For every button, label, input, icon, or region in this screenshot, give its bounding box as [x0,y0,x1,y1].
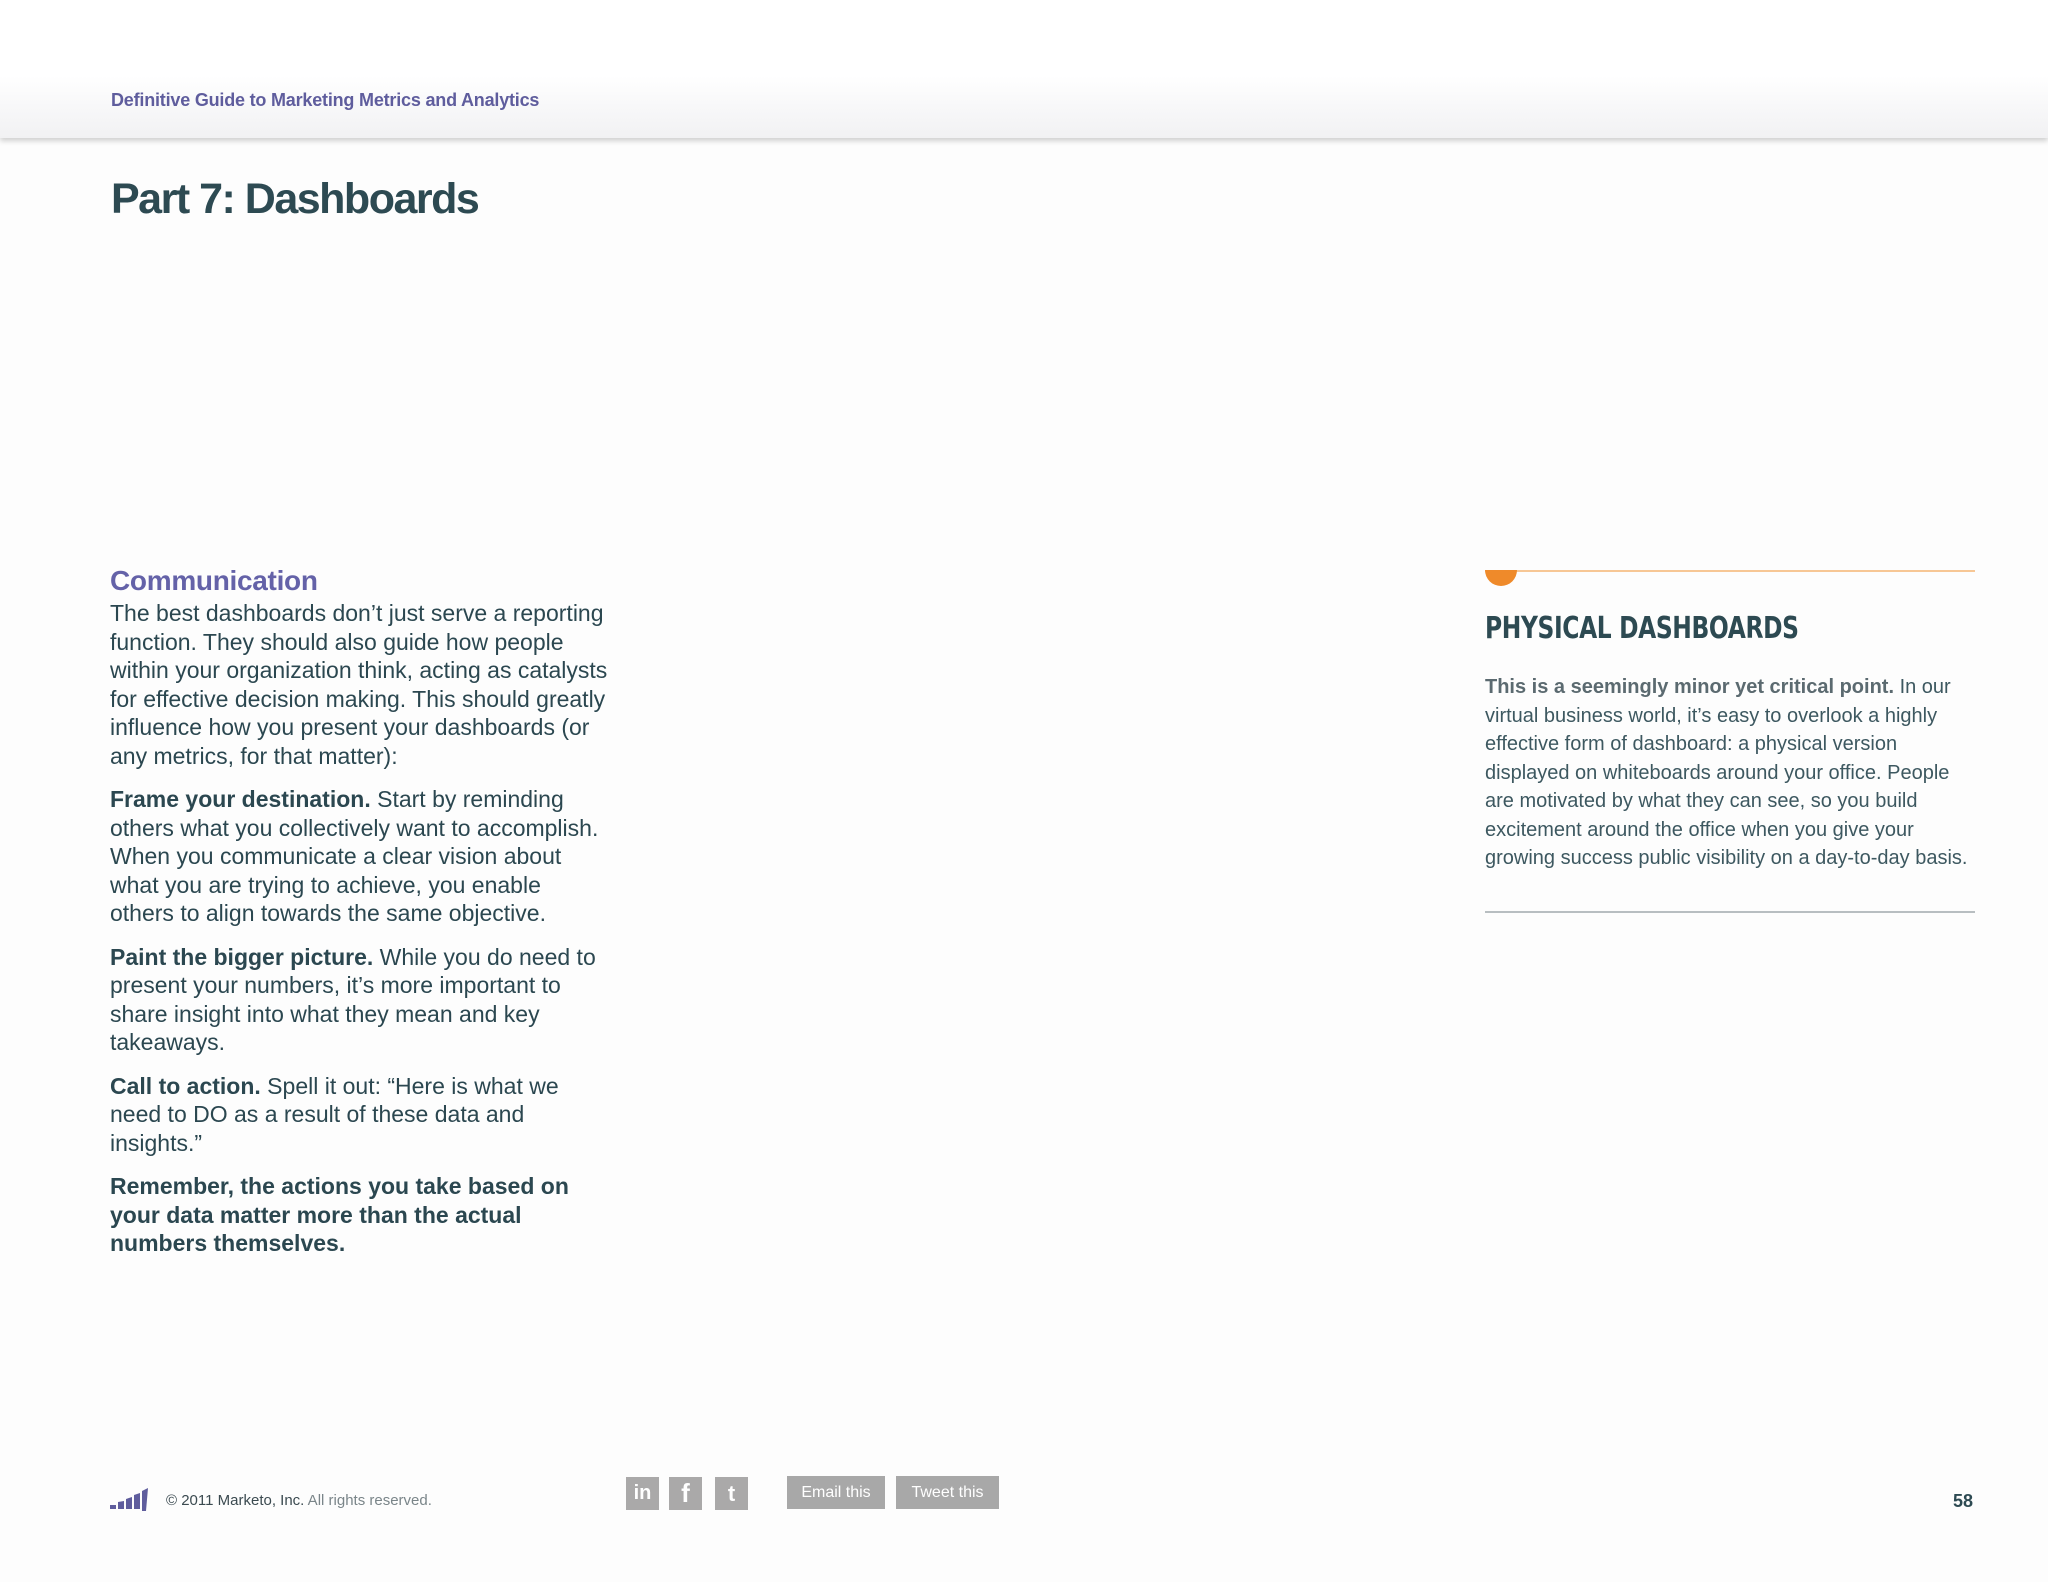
twitter-icon[interactable]: t [715,1477,748,1510]
email-this-button[interactable]: Email this [787,1476,885,1509]
point-lead: Call to action. [110,1072,261,1099]
point-lead: Frame your destination. [110,786,371,812]
sidebar-top-rule [1485,570,1975,572]
facebook-icon[interactable]: f [669,1477,702,1510]
copyright-text [166,1492,432,1509]
copyright-main: © 2011 Marketo, Inc. [166,1492,305,1509]
main-column [110,563,610,1273]
closing-statement: Remember, the actions you take based on your data matter more than the actual numbers themselves. [110,1173,569,1256]
sidebar-body [1485,673,1975,873]
point-text: While you do need to present your numbers, it’s more important to share insight into what they mean and key takeaways. [110,943,596,1055]
sidebar-text: In our virtual business world, it’s easy to overlook a highly effective form of dashboard: a physical version displayed on whiteboards around your office. People are motivated by what they can see, so you build excitement around the office when you give your growing success public visibility on a day-to-day basis. [1485,676,1968,869]
sidebar-bottom-rule [1485,911,1975,913]
header-band [0,0,2048,138]
sidebar-heading: PHYSICAL DASHBOARDS [1485,611,1799,646]
point-paragraph [110,785,610,928]
marketo-logo-icon [110,1487,150,1513]
point-lead: Paint the bigger picture. [110,943,374,970]
page-title: Part 7: Dashboards [111,175,479,223]
linkedin-icon[interactable]: in [626,1477,659,1510]
sidebar-lead: This is a seemingly minor yet critical point. [1485,676,1895,698]
guide-title: Definitive Guide to Marketing Metrics and Analytics [111,90,540,110]
point-text: Spell it out: “Here is what we need to DO as a result of these data and insights.” [110,1072,559,1156]
intro-paragraph: The best dashboards don’t just serve a reporting function. They should also guide how people within your organization think, acting as catalysts for effective decision making. This should greatly influence how you present your dashboards (or any metrics, for that matter): [110,600,608,769]
point-paragraph [110,1072,610,1158]
orange-dot-icon [1485,570,1517,586]
section-heading: Communication [110,565,318,596]
copyright-rights: All rights reserved. [304,1492,432,1509]
tweet-this-button[interactable]: Tweet this [896,1476,999,1509]
point-paragraph [110,943,610,1057]
point-text: Start by reminding others what you collectively want to accomplish. When you communicate a clear vision about what you are trying to achieve, you enable others to align towards the same objective. [110,786,599,926]
page-number: 58 [1953,1491,1974,1511]
